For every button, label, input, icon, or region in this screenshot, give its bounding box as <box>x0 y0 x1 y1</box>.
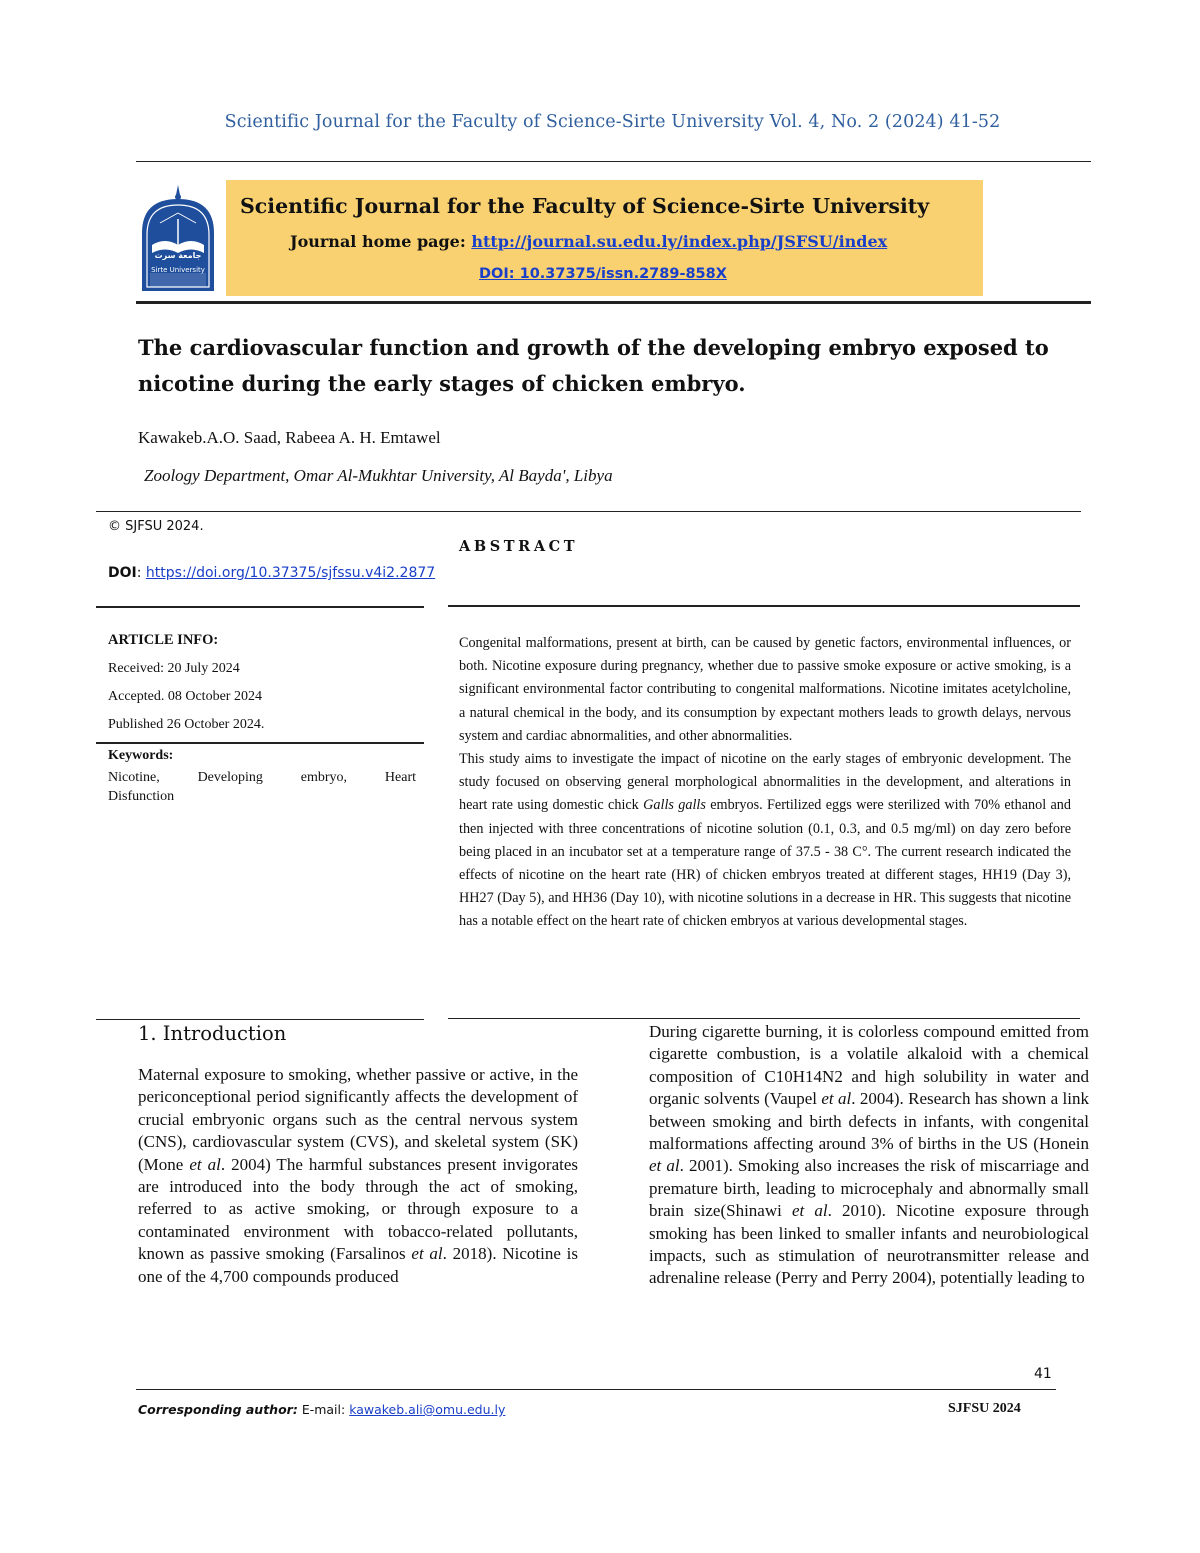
article-doi <box>108 565 435 581</box>
intro-right-text-3: . 2001). Smoking also increases the risk of miscarriage and premature birth, leading to microcephaly and abnormally small brain size(Shinawi <box>649 1156 1089 1221</box>
header-rule <box>136 161 1091 162</box>
sidebar-rule-2 <box>96 742 424 744</box>
intro-left-text-1: Maternal exposure to smoking, whether passive or active, in the periconceptional period significantly affects the development of crucial embryonic organs such as the central nervous system (CNS), cardiovascular system (CVS), and skeletal system (SK) (Mone <box>138 1065 578 1174</box>
footer-journal-year: SJFSU 2024 <box>948 1401 1021 1416</box>
banner-title: Scientific Journal for the Faculty of Science-Sirte University <box>240 194 930 218</box>
abstract-rule-top <box>448 605 1080 607</box>
intro-left-text-3: . 2018). Nicotine is one of the 4,700 compounds produced <box>138 1244 578 1286</box>
running-head: Scientific Journal for the Faculty of Science-Sirte University Vol. 4, No. 2 (2024) 41-52 <box>224 112 1001 132</box>
sidebar-rule-1 <box>96 606 424 608</box>
corresponding-author <box>138 1402 505 1417</box>
intro-right-column <box>649 1021 1089 1290</box>
published-date: Published 26 October 2024. <box>108 717 265 732</box>
university-logo-icon <box>138 183 218 293</box>
author-email-link[interactable]: kawakeb.ali@omu.edu.ly <box>349 1402 506 1417</box>
home-page-label: Journal home page: <box>290 232 472 251</box>
keywords-line-2: Disfunction <box>108 789 175 804</box>
sidebar-bottom-rule <box>96 1019 424 1020</box>
footer-rule <box>136 1389 1056 1390</box>
article-info-heading: ARTICLE INFO: <box>108 632 219 648</box>
intro-right-paragraph <box>649 1021 1089 1290</box>
species-name: Galls galls <box>643 797 706 814</box>
journal-home-page <box>290 232 887 251</box>
meta-top-rule <box>96 511 1081 512</box>
banner-rule <box>136 301 1091 304</box>
abstract-heading: ABSTRACT <box>459 538 579 555</box>
citation-et-al: et al <box>649 1156 680 1176</box>
page-number: 41 <box>1034 1366 1052 1382</box>
abstract-p2-part-b: embryos. Fertilized eggs were sterilized with 70% ethanol and then injected with three concentrations of nicotine solution (0.1, 0.3, and 0.5 mg/ml) on day zero before being placed in an incubator set at a temperature range of 37.5 - 38 C°. The current research indicated the effects of nicotine on the heart rate (HR) of chicken embryos treated at different stages, HH19 (Day 3), HH27 (Day 5), and HH36 (Day 10), with nicotine solutions in a decrease in HR. This suggests that nicotine has a notable effect on the heart rate of chicken embryos at various developmental stages. <box>459 797 1071 930</box>
logo-english-text: Sirte University <box>151 266 205 274</box>
intro-left-paragraph <box>138 1064 578 1288</box>
keywords-heading: Keywords: <box>108 748 174 763</box>
email-label: E-mail: <box>297 1402 350 1417</box>
intro-right-text-1: During cigarette burning, it is colorless compound emitted from cigarette combustion, is a volatile alkaloid with a chemical composition of C10H14N2 and high solubility in water and organic solvents (Vaupel <box>649 1022 1089 1109</box>
citation-et-al: et al <box>411 1244 443 1264</box>
copyright: © SJFSU 2024. <box>108 519 204 534</box>
abstract-body <box>459 632 1071 934</box>
doi-separator: : <box>136 565 146 581</box>
citation-et-al: et al <box>189 1154 221 1174</box>
received-date: Received: 20 July 2024 <box>108 661 240 676</box>
authors: Kawakeb.A.O. Saad, Rabeea A. H. Emtawel <box>138 428 441 447</box>
intro-left-text-2: . 2004) The harmful substances present invigorates are introduced into the body through the act of smoking, referred to as active smoking, or through exposure to a contaminated environment with tobacco-related pollutants, known as passive smoking (Farsalinos <box>138 1154 578 1264</box>
abstract-rule-bottom <box>448 1018 1080 1019</box>
journal-doi-link[interactable]: DOI: 10.37375/issn.2789-858X <box>479 266 727 282</box>
intro-left-column <box>138 1064 578 1288</box>
article-doi-link[interactable]: https://doi.org/10.37375/sjfssu.v4i2.2877 <box>145 565 436 581</box>
logo-arabic-text: جامعة سرت <box>154 251 202 260</box>
abstract-paragraph-1: Congenital malformations, present at birth, can be caused by genetic factors, environmental influences, or both. Nicotine exposure during pregnancy, whether due to passive smoke exposure or active smoking, is a significant environmental factor contributing to congenital malformations. Nicotine imitates acetylcholine, a natural chemical in the body, and its consumption by expectant mothers leads to growth delays, nervous system and cardiac abnormalities, and other abnormalities. <box>459 635 1071 744</box>
abstract-p2-part-a: This study aims to investigate the impact of nicotine on the early stages of embryonic development. The study focused on observing general morphological abnormalities in the development, and alterations in heart rate using domestic chick <box>459 751 1071 814</box>
citation-et-al: et al <box>791 1201 828 1221</box>
keywords-line-1: Nicotine, Developing embryo, Heart <box>108 770 416 785</box>
introduction-heading: 1. Introduction <box>138 1022 287 1045</box>
intro-right-text-4: . 2010). Nicotine exposure through smoking has been linked to smaller infants and neurobiological impacts, such as stimulation of neurotransmitter release and adrenaline release (Perry and Perry 2004), potentially leading to <box>649 1201 1089 1288</box>
citation-et-al: et al <box>821 1089 852 1109</box>
abstract-paragraph-2 <box>459 748 1071 934</box>
corresponding-label: Corresponding author: <box>138 1402 298 1417</box>
home-page-link[interactable]: http://journal.su.edu.ly/index.php/JSFSU/index <box>471 232 888 251</box>
affiliation: Zoology Department, Omar Al-Mukhtar University, Al Bayda', Libya <box>144 466 613 485</box>
intro-right-text-2: . 2004). Research has shown a link between smoking and birth defects in infants, with congenital malformations affecting around 3% of births in the US (Honein <box>649 1089 1089 1154</box>
accepted-date: Accepted. 08 October 2024 <box>108 689 262 704</box>
article-title: The cardiovascular function and growth of the developing embryo exposed to nicotine during the early stages of chicken embryo. <box>138 335 1049 396</box>
doi-label: DOI <box>108 565 137 581</box>
